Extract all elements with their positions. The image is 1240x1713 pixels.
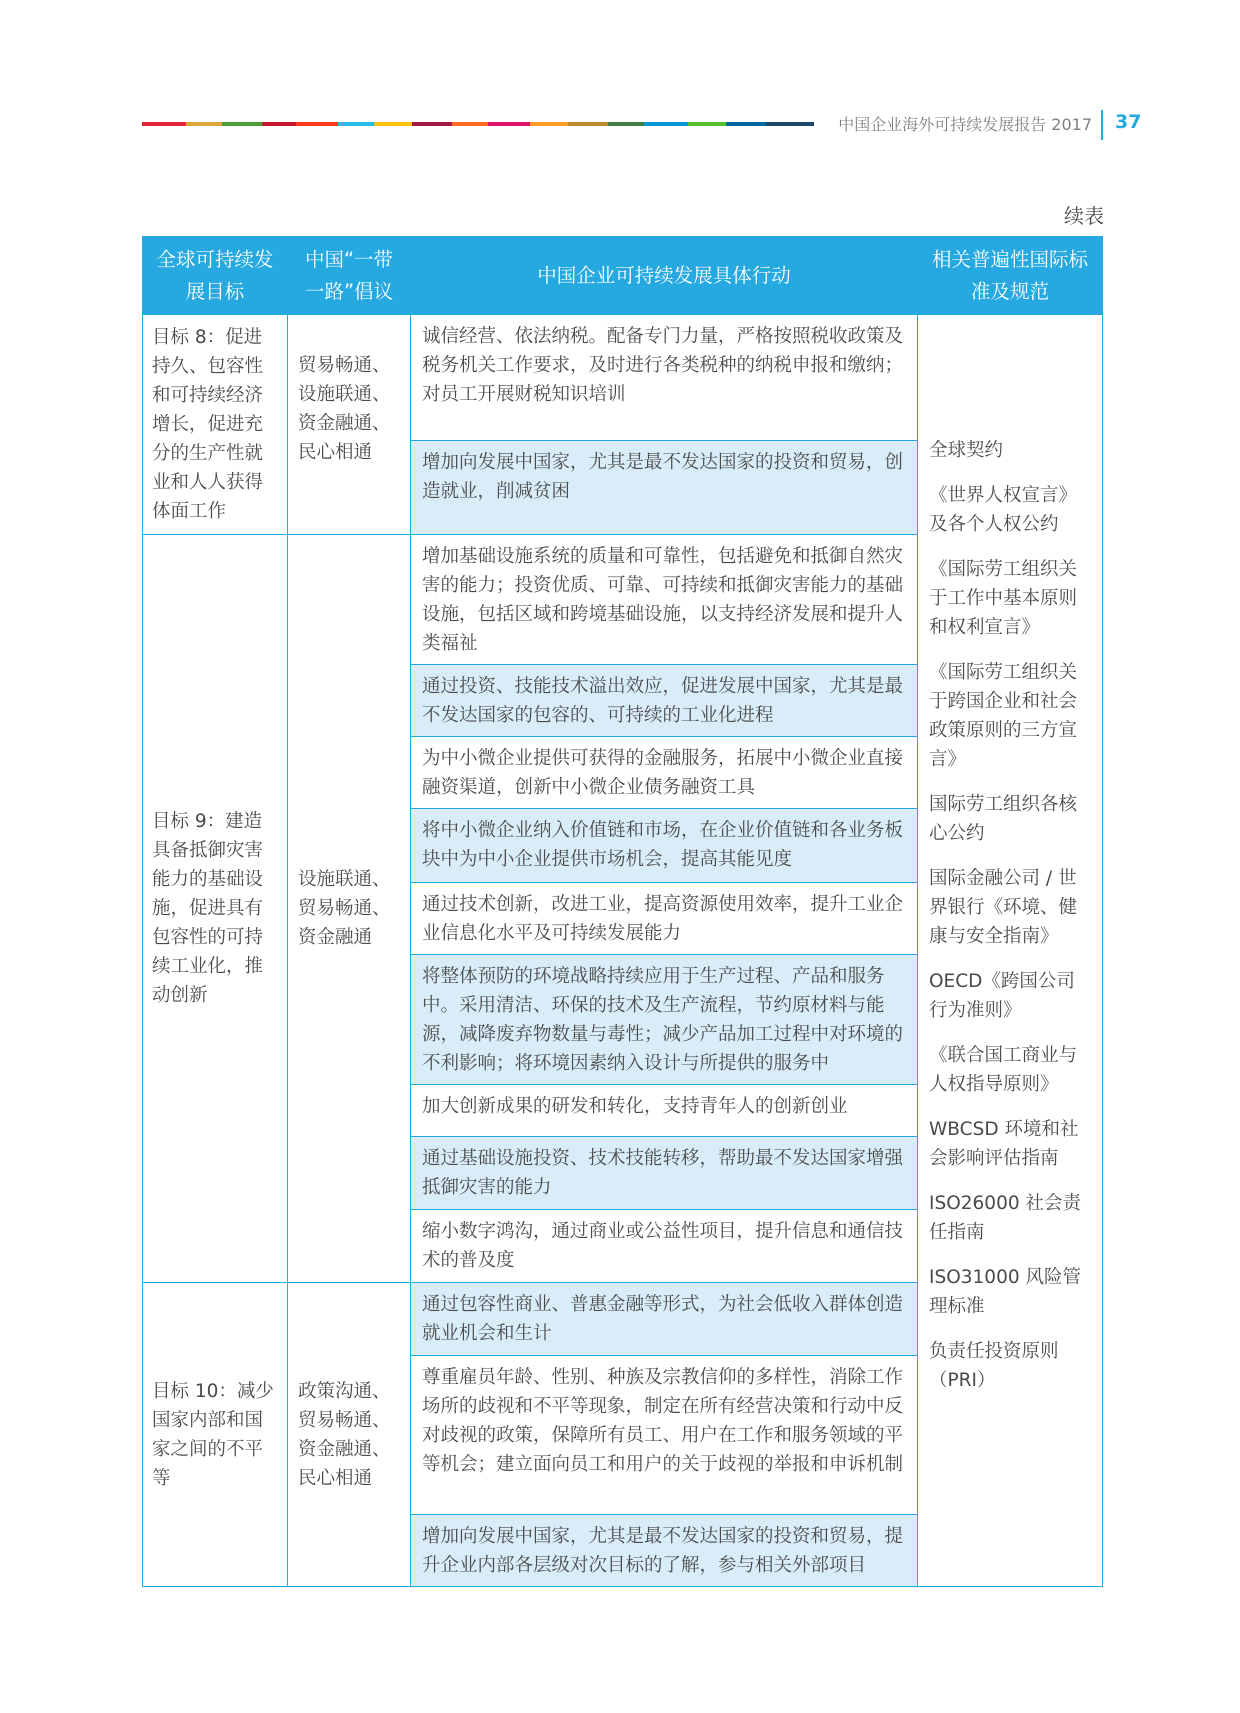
standard-item: 《国际劳工组织关于工作中基本原则和权利宣言》 bbox=[929, 559, 1078, 638]
standards-cell bbox=[918, 315, 1103, 1587]
standard-item: 国际劳工组织各核心公约 bbox=[929, 794, 1078, 844]
action-cell: 增加向发展中国家，尤其是最不发达国家的投资和贸易，创造就业，削减贫困 bbox=[411, 440, 918, 534]
goal-cell: 目标 10：减少国家内部和国家之间的不平等 bbox=[143, 1283, 288, 1587]
stripe-segment bbox=[142, 122, 186, 126]
header-initiative: 中国“一带一路”倡议 bbox=[288, 237, 411, 315]
action-cell: 通过投资、技能技术溢出效应，促进发展中国家，尤其是最不发达国家的包容的、可持续的工业化进程 bbox=[411, 665, 918, 737]
stripe-segment bbox=[262, 122, 296, 126]
page-number: 37 bbox=[1115, 111, 1142, 133]
action-cell: 将中小微企业纳入价值链和市场，在企业价值链和各业务板块中为中小企业提供市场机会，提高其能见度 bbox=[411, 809, 918, 883]
action-cell: 增加向发展中国家，尤其是最不发达国家的投资和贸易，提升企业内部各层级对次目标的了解，参与相关外部项目 bbox=[411, 1515, 918, 1587]
stripe-segment bbox=[488, 122, 530, 126]
action-cell: 通过基础设施投资、技术技能转移，帮助最不发达国家增强抵御灾害的能力 bbox=[411, 1137, 918, 1210]
action-cell: 通过包容性商业、普惠金融等形式，为社会低收入群体创造就业机会和生计 bbox=[411, 1283, 918, 1356]
standard-item: 负责任投资原则（PRI） bbox=[929, 1341, 1059, 1391]
action-cell: 为中小微企业提供可获得的金融服务，拓展中小微企业直接融资渠道，创新中小微企业债务融资工具 bbox=[411, 737, 918, 809]
initiative-cell: 政策沟通、贸易畅通、资金融通、民心相通 bbox=[288, 1283, 411, 1587]
goal-cell: 目标 8：促进持久、包容性和可持续经济增长，促进充分的生产性就业和人人获得体面工作 bbox=[143, 315, 288, 535]
action-cell: 尊重雇员年龄、性别、种族及宗教信仰的多样性，消除工作场所的歧视和不平等现象，制定在所有经营决策和行动中反对歧视的政策，保障所有员工、用户在工作和服务领域的平等机会；建立面向员工和用户的关于歧视的举报和申诉机制 bbox=[411, 1356, 918, 1515]
initiative-cell: 设施联通、贸易畅通、资金融通 bbox=[288, 535, 411, 1283]
report-title: 中国企业海外可持续发展报告 2017 bbox=[838, 115, 1092, 134]
standard-item: 国际金融公司 / 世界银行《环境、健康与安全指南》 bbox=[929, 868, 1078, 947]
stripe-segment bbox=[296, 122, 338, 126]
header-divider bbox=[1101, 110, 1103, 140]
action-cell: 加大创新成果的研发和转化，支持青年人的创新创业 bbox=[411, 1085, 918, 1137]
stripe-segment bbox=[608, 122, 644, 126]
standard-item: ISO26000 社会责任指南 bbox=[929, 1193, 1081, 1243]
header-goal: 全球可持续发展目标 bbox=[143, 237, 288, 315]
standard-item: 全球契约 bbox=[929, 440, 1004, 461]
standard-item: OECD《跨国公司行为准则》 bbox=[929, 971, 1075, 1021]
sdg-actions-table bbox=[142, 236, 1103, 1587]
stripe-segment bbox=[338, 122, 374, 126]
sdg-color-stripe bbox=[142, 122, 814, 126]
action-cell: 通过技术创新，改进工业，提高资源使用效率，提升工业企业信息化水平及可持续发展能力 bbox=[411, 883, 918, 955]
continued-label: 续表 bbox=[1064, 204, 1104, 228]
action-cell: 增加基础设施系统的质量和可靠性，包括避免和抵御自然灾害的能力；投资优质、可靠、可持续和抵御灾害能力的基础设施，包括区域和跨境基础设施，以支持经济发展和提升人类福祉 bbox=[411, 535, 918, 665]
table-header-row bbox=[143, 237, 1103, 315]
standard-item: 《国际劳工组织关于跨国企业和社会政策原则的三方宣言》 bbox=[929, 662, 1078, 770]
initiative-cell: 贸易畅通、设施联通、资金融通、民心相通 bbox=[288, 315, 411, 535]
stripe-segment bbox=[688, 122, 726, 126]
stripe-segment bbox=[726, 122, 766, 126]
stripe-segment bbox=[222, 122, 262, 126]
standard-item: WBCSD 环境和社会影响评估指南 bbox=[929, 1119, 1079, 1169]
action-cell: 将整体预防的环境战略持续应用于生产过程、产品和服务中。采用清洁、环保的技术及生产流程，节约原材料与能源，减降废弃物数量与毒性；减少产品加工过程中对环境的不利影响；将环境因素纳入设计与所提供的服务中 bbox=[411, 955, 918, 1085]
stripe-segment bbox=[374, 122, 412, 126]
stripe-segment bbox=[186, 122, 222, 126]
goal-cell: 目标 9：建造具备抵御灾害能力的基础设施，促进具有包容性的可持续工业化，推动创新 bbox=[143, 535, 288, 1283]
stripe-segment bbox=[644, 122, 688, 126]
stripe-segment bbox=[766, 122, 814, 126]
action-cell: 诚信经营、依法纳税。配备专门力量，严格按照税收政策及税务机关工作要求，及时进行各类税种的纳税申报和缴纳；对员工开展财税知识培训 bbox=[411, 315, 918, 441]
stripe-segment bbox=[568, 122, 608, 126]
table-row bbox=[143, 315, 1103, 441]
standard-item: 《联合国工商业与人权指导原则》 bbox=[929, 1045, 1078, 1095]
header-standards: 相关普遍性国际标准及规范 bbox=[918, 237, 1103, 315]
stripe-segment bbox=[412, 122, 452, 126]
standard-item: ISO31000 风险管理标准 bbox=[929, 1267, 1081, 1317]
header-action: 中国企业可持续发展具体行动 bbox=[411, 237, 918, 315]
standard-item: 《世界人权宣言》及各个人权公约 bbox=[929, 485, 1078, 535]
action-cell: 缩小数字鸿沟，通过商业或公益性项目，提升信息和通信技术的普及度 bbox=[411, 1210, 918, 1283]
stripe-segment bbox=[452, 122, 488, 126]
stripe-segment bbox=[530, 122, 568, 126]
